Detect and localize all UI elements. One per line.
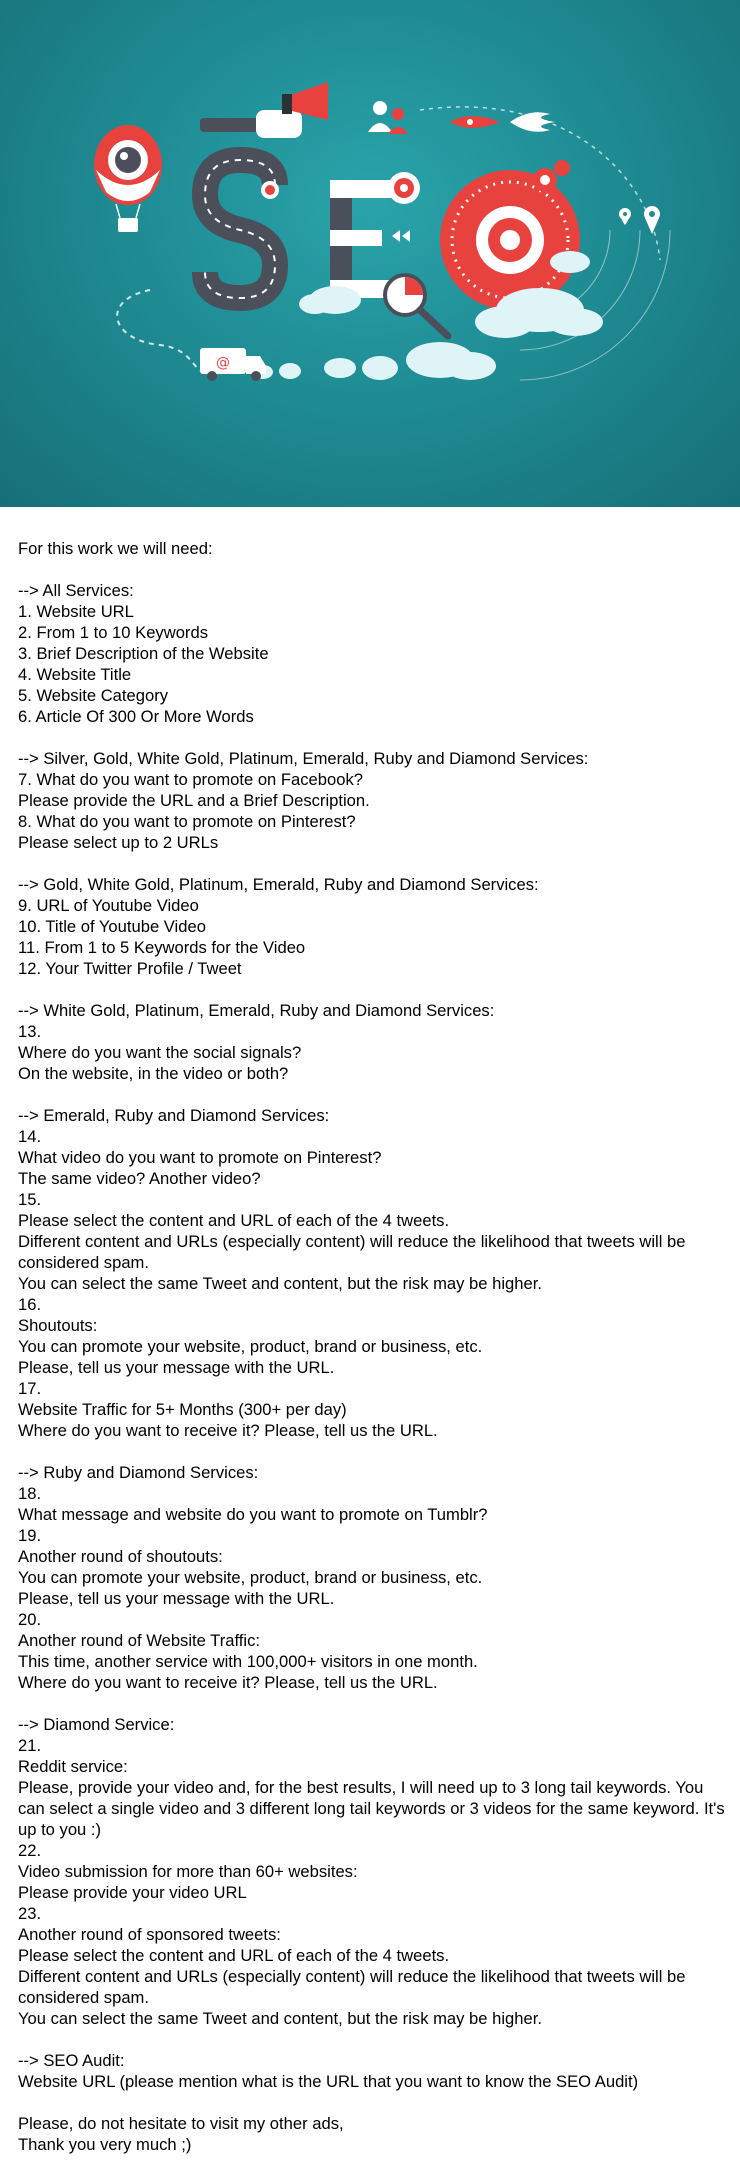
map-pin-icon: [619, 206, 660, 234]
delivery-truck-icon: [200, 348, 266, 381]
intro-paragraph: For this work we will need:: [18, 539, 213, 558]
diamond-service-section: --> Diamond Service: 21. Reddit service: Please, provide your video and, for the best results, I will need up to 3 long tail keywords. You can select a single video and 3 different long tail keywords or 3 videos for the same keyword. It's up to you :) 22. Video submission for more than 60+ websites: Please provide your video URL 23. Another round of sponsored tweets: Please select the content and URL of each of the 4 tweets. Different content and URLs (especially content) will reduce the likelihood that tweets will be considered spam. You can select the same Tweet and content, but the risk may be higher.: [18, 1715, 725, 2028]
all-services-section: --> All Services: 1. Website URL 2. From 1 to 10 Keywords 3. Brief Description of the Website 4. Website Title 5. Website Category 6. Article Of 300 Or More Words: [18, 581, 269, 726]
requirements-document: [18, 538, 730, 2155]
rocket-icon: [450, 112, 555, 132]
seo-banner-image: [0, 0, 740, 507]
eye-balloon-icon: [94, 125, 162, 232]
letter-o-gear-graphic: [440, 160, 580, 310]
emerald-services-section: --> Emerald, Ruby and Diamond Services: 14. What video do you want to promote on Pinterest? The same video? Another video? 15. Please select the content and URL of each of the 4 tweets. Different content and URLs (especially content) will reduce the likelihood that tweets will be considered spam. You can select the same Tweet and content, but the risk may be higher. 16. Shoutouts: You can promote your website, product, brand or business, etc. Please, tell us your message with the URL. 17. Website Traffic for 5+ Months (300+ per day) Where do you want to receive it? Please, tell us the URL.: [18, 1106, 686, 1440]
letter-s-graphic: [205, 160, 279, 298]
seo-audit-section: --> SEO Audit: Website URL (please mention what is the URL that you want to know the SEO Audit): [18, 2051, 639, 2091]
gold-services-section: --> Gold, White Gold, Platinum, Emerald, Ruby and Diamond Services: 9. URL of Youtube Video 10. Title of Youtube Video 11. From 1 to 5 Keywords for the Video 12. Your Twitter Profile / Tweet: [18, 875, 539, 978]
svg-text:@: @: [216, 355, 230, 371]
people-icon: [368, 101, 408, 134]
ruby-services-section: --> Ruby and Diamond Services: 18. What message and website do you want to promote on Tumblr? 19. Another round of shoutouts: You can promote your website, product, brand or business, etc. Please, tell us your message with the URL. 20. Another round of Website Traffic: This time, another service with 100,000+ visitors in one month. Where do you want to receive it? Please, tell us the URL.: [18, 1463, 488, 1692]
seo-illustration: [0, 0, 740, 507]
magnifier-icon: [385, 275, 448, 336]
megaphone-icon: [200, 82, 328, 138]
white-gold-services-section: --> White Gold, Platinum, Emerald, Ruby and Diamond Services: 13. Where do you want the social signals? On the website, in the video or both?: [18, 1001, 495, 1083]
silver-services-section: --> Silver, Gold, White Gold, Platinum, Emerald, Ruby and Diamond Services: 7. What do you want to promote on Facebook? Please provide the URL and a Brief Description. 8. What do you want to promote on Pinterest? Please select up to 2 URLs: [18, 749, 589, 852]
closing-paragraph: Please, do not hesitate to visit my other ads, Thank you very much ;): [18, 2114, 344, 2154]
